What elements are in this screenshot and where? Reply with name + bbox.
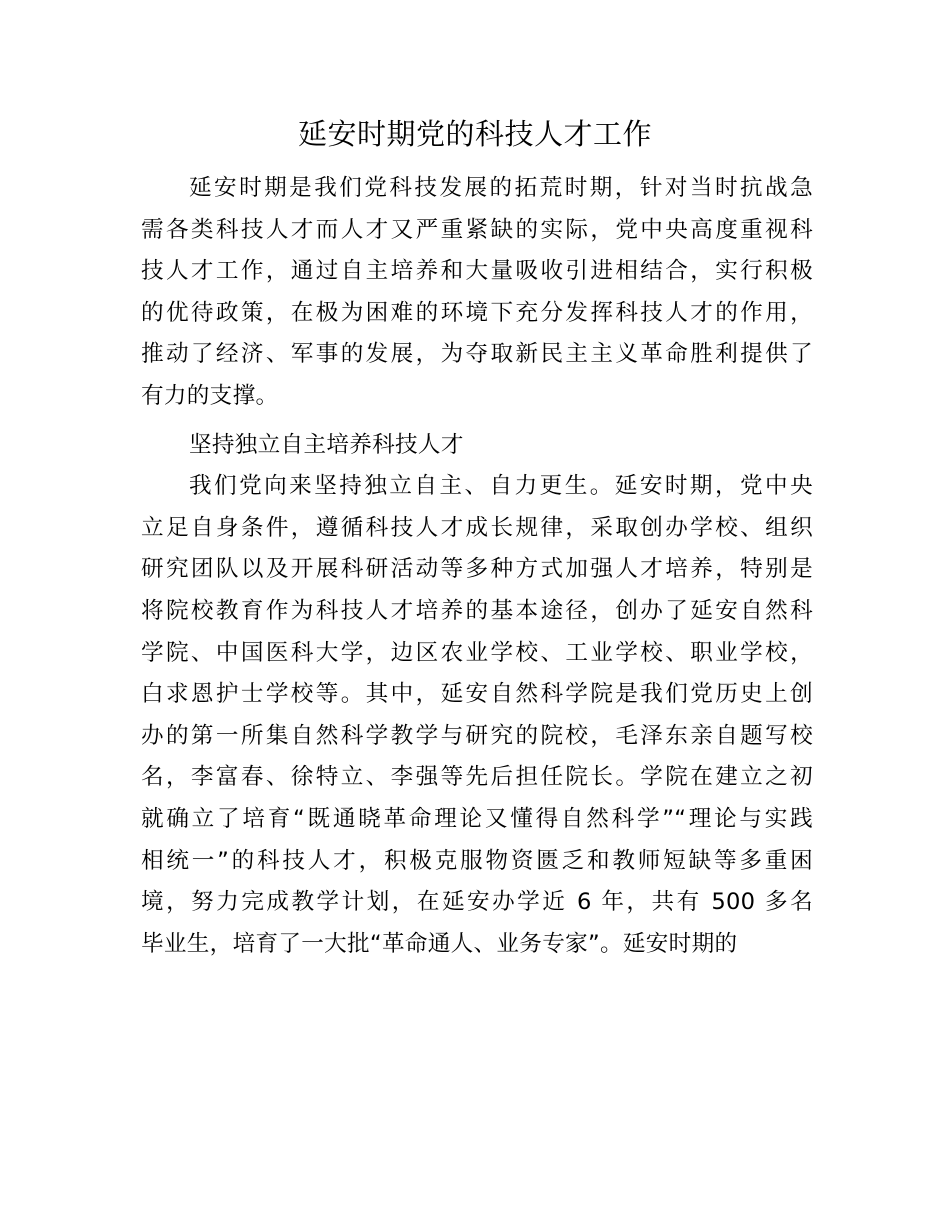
section-heading bbox=[141, 425, 813, 467]
text-line: 研究团队以及开展科研活动等多种方式加强人才培养，特别是 bbox=[141, 556, 813, 583]
text-line: 将院校教育作为科技人才培养的基本途径，创办了延安自然科 bbox=[141, 597, 813, 624]
text-line: 相统一”的科技人才，积极克服物资匮乏和教师短缺等多重困 bbox=[141, 847, 813, 874]
text-line: 技人才工作，通过自主培养和大量吸收引进相结合，实行积极 bbox=[141, 258, 813, 285]
document-body bbox=[141, 168, 813, 965]
text-line: 就确立了培育“既通晓革命理论又懂得自然科学”“理论与实践 bbox=[141, 805, 813, 832]
text-line: 白求恩护士学校等。其中，延安自然科学院是我们党历史上创 bbox=[141, 681, 813, 708]
text-line: 境，努力完成教学计划，在延安办学近 6 年，共有 500 多名 bbox=[141, 889, 813, 916]
text-line: 推动了经济、军事的发展，为夺取新民主主义革命胜利提供了 bbox=[141, 341, 813, 368]
text-line: 毕业生，培育了一大批“革命通人、业务专家”。延安时期的 bbox=[141, 930, 738, 957]
text-line: 我们党向来坚持独立自主、自力更生。延安时期，党中央 bbox=[189, 473, 813, 500]
document-title: 延安时期党的科技人才工作 bbox=[297, 117, 652, 151]
text-line: 立足自身条件，遵循科技人才成长规律，采取创办学校、组织 bbox=[141, 514, 813, 541]
text-line: 延安时期是我们党科技发展的拓荒时期，针对当时抗战急 bbox=[189, 175, 813, 201]
paragraph-intro bbox=[141, 168, 813, 418]
text-line: 有力的支撑。 bbox=[141, 382, 279, 409]
text-line: 需各类科技人才而人才又严重紧缺的实际，党中央高度重视科 bbox=[141, 216, 813, 243]
paragraph-training bbox=[141, 466, 813, 965]
text-line: 名，李富春、徐特立、李强等先后担任院长。学院在建立之初 bbox=[141, 764, 813, 791]
text-line: 办的第一所集自然科学教学与研究的院校，毛泽东亲自题写校 bbox=[141, 722, 813, 749]
text-line: 的优待政策，在极为困难的环境下充分发挥科技人才的作用， bbox=[141, 299, 813, 326]
text-line: 学院、中国医科大学，边区农业学校、工业学校、职业学校， bbox=[141, 639, 813, 666]
section-heading-text: 坚持独立自主培养科技人才 bbox=[189, 431, 464, 458]
